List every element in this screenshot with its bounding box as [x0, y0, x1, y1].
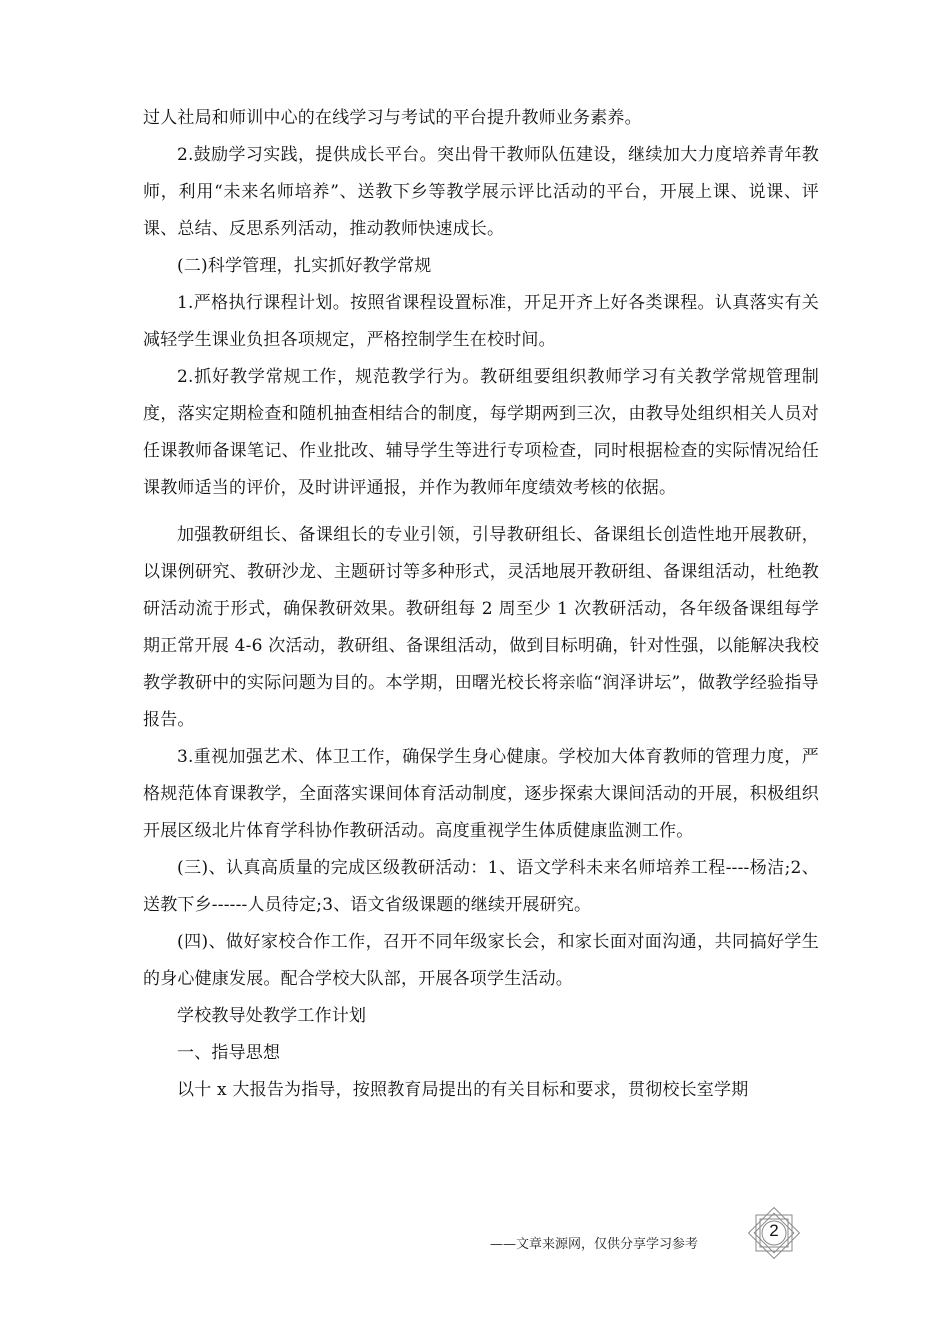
paragraph-guiding-ideology: 以十 x 大报告为指导，按照教育局提出的有关目标和要求，贯彻校长室学期 — [177, 1080, 749, 1100]
page-number: 2 — [769, 1221, 779, 1240]
paragraph-district-research: (三)、认真高质量的完成区级教研活动：1、语文学科未来名师培养工程----杨洁;2、送教下乡------人员待定;3、语文省级课题的继续开展研究。 — [143, 858, 819, 915]
document-body — [143, 100, 819, 1109]
paragraph-research-leaders: 加强教研组长、备课组长的专业引领，引导教研组长、备课组长创造性地开展教研，以课例研究、教研沙龙、主题研讨等多种形式，灵活地展开教研组、备课组活动，杜绝教研活动流于形式，确保教研效果。教研组每 2 周至少 1 次教研活动，各年级备课组每学期正常开展 4-6 次活动，教研组、备课组活动，做到目标明确，针对性强，以能解决我校教学教研中的实际问题为目的。本学期，田曙光校长将亲临“润泽讲坛”，做教学经验指导报告。 — [143, 525, 819, 730]
paragraph-continuation: 过人社局和师训中心的在线学习与考试的平台提升教师业务素养。 — [143, 108, 642, 128]
section-heading-guiding-ideology: 一、指导思想 — [177, 1043, 281, 1063]
page-number-badge — [748, 1207, 800, 1259]
paragraph-home-school: (四)、做好家校合作工作，召开不同年级家长会，和家长面对面沟通，共同搞好学生的身心健康发展。配合学校大队部，开展各项学生活动。 — [143, 932, 819, 989]
paragraph-course-plan: 1.严格执行课程计划。按照省课程设置标准，开足开齐上好各类课程。认真落实有关减轻学生课业负担各项规定，严格控制学生在校时间。 — [143, 293, 819, 350]
paragraph-encourage-practice: 2.鼓励学习实践，提供成长平台。突出骨干教师队伍建设，继续加大力度培养青年教师，利用“未来名师培养”、送教下乡等教学展示评比活动的平台，开展上课、说课、评课、总结、反思系列活动，推动教师快速成长。 — [143, 145, 819, 239]
footer-source-note: ——文章来源网，仅供分享学习参考 — [490, 1237, 699, 1252]
document-subtitle: 学校教导处教学工作计划 — [177, 1006, 367, 1026]
section-heading-scientific-management: (二)科学管理，扎实抓好教学常规 — [177, 256, 432, 276]
paragraph-arts-sports: 3.重视加强艺术、体卫工作，确保学生身心健康。学校加大体育教师的管理力度，严格规范体育课教学，全面落实课间体育活动制度，逐步探索大课间活动的开展，积极组织开展区级北片体育学科协作教研活动。高度重视学生体质健康监测工作。 — [143, 747, 819, 841]
paragraph-teaching-routine: 2.抓好教学常规工作，规范教学行为。教研组要组织教师学习有关教学常规管理制度，落实定期检查和随机抽查相结合的制度，每学期两到三次，由教导处组织相关人员对任课教师备课笔记、作业批改、辅导学生等进行专项检查，同时根据检查的实际情况给任课教师适当的评价，及时讲评通报，并作为教师年度绩效考核的依据。 — [143, 367, 819, 498]
